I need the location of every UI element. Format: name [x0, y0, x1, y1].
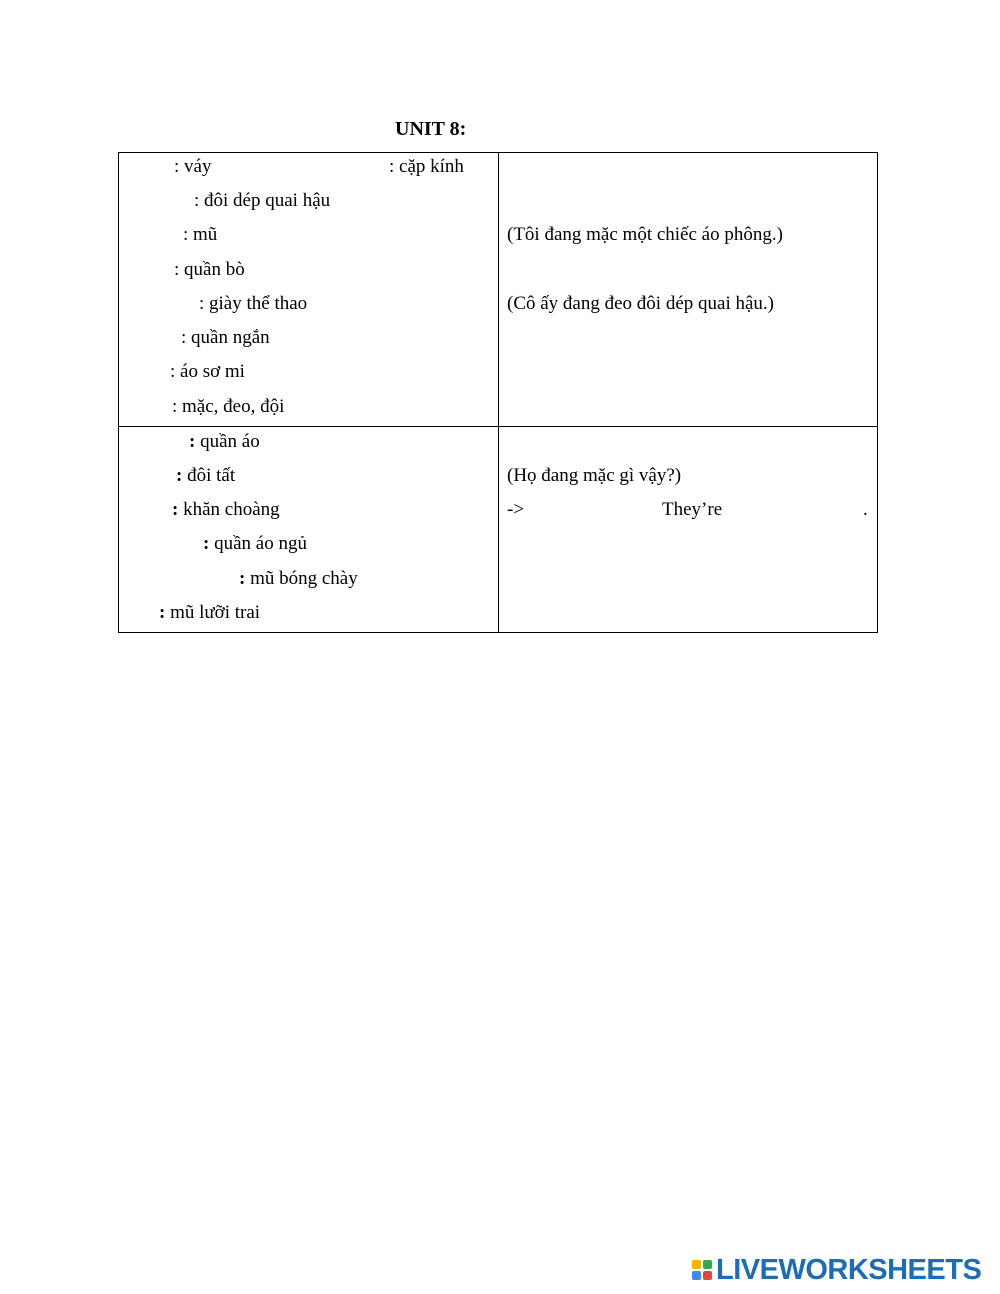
vocab-doi-tat: : đôi tất [176, 465, 236, 486]
unit-title: UNIT 8: [395, 118, 467, 140]
vocab-ao-so-mi: : áo sơ mi [170, 361, 245, 382]
vocab-quan-ao: : quần áo [189, 431, 260, 452]
vocab-khan-choang: : khăn choàng [172, 499, 280, 520]
vocab-mac-deo-doi: : mặc, đeo, đội [172, 396, 285, 417]
vocab-mu-luoi-trai: : mũ lưỡi trai [159, 602, 261, 623]
logo-mark-icon [692, 1260, 712, 1280]
answer-blank-2[interactable] [731, 498, 863, 524]
answer-period: . [863, 499, 868, 520]
answer-blank-1[interactable] [531, 498, 660, 524]
vocab-doi-dep: : đôi dép quai hậu [194, 190, 331, 211]
answer-arrow: -> [507, 499, 525, 520]
vocab-vay: : váy [174, 156, 212, 177]
sentence-translation-1: (Tôi đang mặc một chiếc áo phông.) [507, 224, 783, 245]
liveworksheets-logo [692, 1253, 981, 1287]
vocab-quan-ngan: : quần ngắn [181, 327, 270, 348]
sentence-translation-2: (Cô ấy đang đeo đôi dép quai hậu.) [507, 293, 774, 314]
question-translation: (Họ đang mặc gì vậy?) [507, 465, 682, 486]
vocab-mu-bong-chay: : mũ bóng chày [239, 568, 358, 589]
vocab-mu: : mũ [183, 224, 218, 245]
answer-theyre: They’re [662, 499, 723, 520]
logo-text: LIVEWORKSHEETS [716, 1253, 982, 1286]
vocab-giay-the-thao: : giày thể thao [199, 293, 308, 314]
vocab-quan-bo: : quần bò [174, 259, 245, 280]
row-divider [119, 426, 877, 427]
vocabulary-table [118, 152, 878, 633]
vocab-quan-ao-ngu: : quần áo ngủ [203, 533, 307, 554]
vocab-cap-kinh: : cặp kính [389, 156, 464, 177]
column-divider [498, 153, 499, 632]
